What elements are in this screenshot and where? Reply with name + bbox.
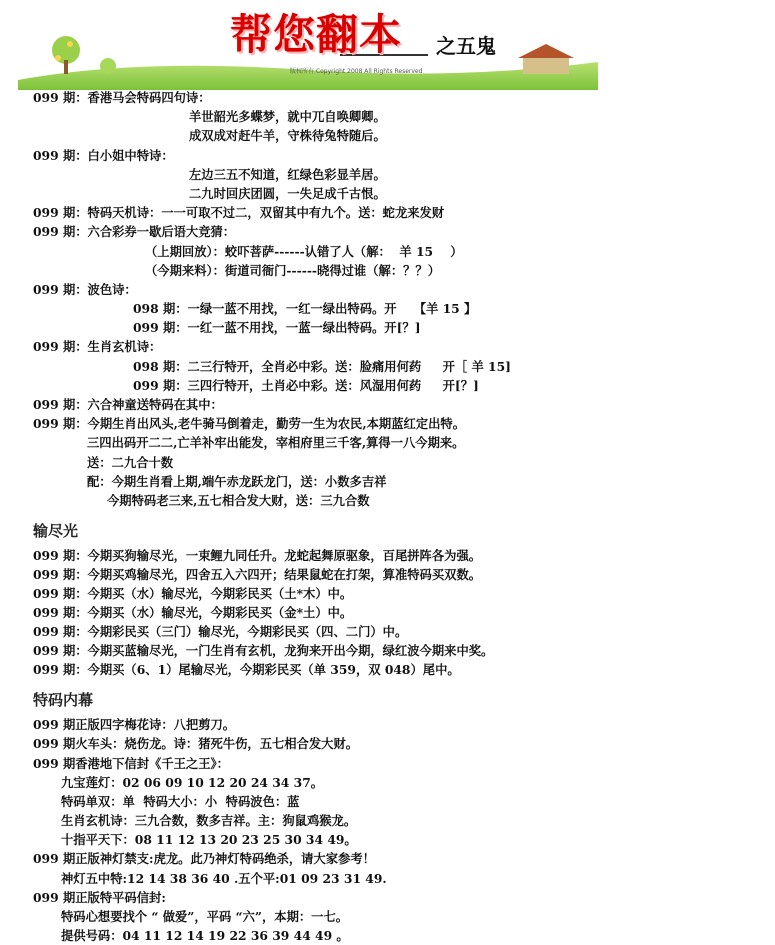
text-line: 099 期：今期买鸡输尽光，四舍五入六四开；结果鼠蛇在打架，算准特码买双数。 [33,567,482,583]
banner-fine-print: 版权所有 Copyright 2008 All Rights Reserved [290,68,423,75]
text-line: 三四出码开二二,亡羊补牢出能发，宰相府里三千客,算得一八今期来。 [87,435,465,451]
text-line: 099 期正版四字梅花诗：八把剪刀。 [33,717,236,733]
text-line: 099 期：香港马会特码四句诗： [33,90,211,105]
text-line: 099 期正版特平码信封: [33,889,166,905]
text-line: 成双成对赶牛羊，守株待兔特随后。 [189,128,386,144]
text-line: 099 期：一红一蓝不用找，一蓝一绿出特码。开[？] [133,320,421,336]
text-line: 左边三五不知道，红绿色彩显羊居。 [189,166,386,182]
text-line: 神灯五中特:12 14 38 36 40 .五个平:01 09 23 31 49. [61,870,387,886]
text-line: 099 期：今期买（水）输尽光，今期彩民买（土*木）中。 [33,586,353,602]
text-line: 送：二九合十数 [87,454,174,470]
text-line: 098 期：一绿一蓝不用找，一红一绿出特码。开 【羊 15 】 [133,301,477,317]
text-line: 099 期：六合彩券一歇后语大竞猜： [33,224,236,240]
text-line: 十指平天下：08 11 12 13 20 23 25 30 34 49。 [61,832,357,848]
text-line: 099 期：今期买蓝输尽光，一门生肖有玄机，龙狗来开出今期，绿红波今期来中奖。 [33,643,494,659]
text-line: 099 期火车头：烧伤龙。诗：猪死牛伤，五七相合发大财。 [33,736,359,752]
text-line: 配：今期生肖看上期,端午赤龙跃龙门，送：小数多吉祥 [87,473,387,489]
text-line: 099 期：生肖玄机诗： [33,339,162,355]
main-content [33,88,765,945]
text-line: （今期来料）：街道司衙门------晓得过谁（解：？？） [145,262,441,278]
text-line: 099 期：今期买（水）输尽光，今期彩民买（金*土）中。 [33,605,353,621]
text-line: 099 期：特码天机诗：一一可取不过二，双留其中有九个。送：蛇龙来发财 [33,205,445,221]
section-title-insider: 特码内幕 [33,691,94,710]
text-line: 生肖玄机诗：三九合数，数多吉祥。主：狗鼠鸡猴龙。 [61,813,357,829]
text-line: 特码单双：单 特码大小：小 特码波色：蓝 [61,793,300,809]
house-icon [523,58,569,74]
text-line: 099 期正版神灯禁支:虎龙。此乃神灯特码绝杀，请大家参考！ [33,851,375,867]
header-banner [18,0,598,90]
text-line: 099 期：今期生肖出风头,老牛骑马倒着走，勤劳一生为农民,本期蓝红定出特。 [33,416,466,432]
text-line: 羊世韶光多蝶梦，就中兀自唤卿卿。 [189,109,386,125]
section-lose-all [33,546,765,679]
text-line: 099 期：六合神童送特码在其中： [33,397,223,412]
text-line: 二九时回庆团圆，一失足成千古恨。 [189,185,386,201]
text-line: （上期回放）：蛟吓菩萨------认错了人（解： 羊 15 ） [145,243,463,259]
text-line: 提供号码：04 11 12 14 19 22 36 39 44 49 。 [61,928,349,944]
section-poems [33,88,765,510]
text-line: 099 期：今期买狗输尽光，一束鲤九同任升。龙蛇起舞原驱象，百尾拼阵各为强。 [33,548,482,564]
section-title-lose-all: 输尽光 [33,522,79,541]
text-line: 特码心想要找个 “ 做爱”，平码 “六”，本期：一七。 [61,909,349,924]
text-line: 098 期：二三行特开，全肖必中彩。送：脸痛用何药 开［ 羊 15] [133,358,511,374]
text-line: 099 期：今期买（6、1）尾输尽光，今期彩民买（单 359，双 048）尾中。 [33,662,460,678]
text-line: 099 期：三四行特开，土肖必中彩。送：风湿用何药 开[？] [133,377,479,393]
text-line: 今期特码老三来,五七相合发大财，送：三九合数 [107,492,370,508]
text-line: 099 期：波色诗： [33,281,137,297]
section-insider [33,715,765,945]
text-line: 099 期：今期彩民买（三门）输尽光，今期彩民买（四、二门）中。 [33,624,408,640]
banner-title: 帮您翻本 [230,10,403,59]
banner-subtitle: 之五鬼 [436,34,496,58]
text-line: 099 期香港地下信封《千王之王》： [33,755,229,771]
text-line: 099 期：白小姐中特诗： [33,147,174,163]
bush-icon [100,58,116,74]
text-line: 九宝莲灯：02 06 09 10 12 20 24 34 37。 [61,774,324,790]
